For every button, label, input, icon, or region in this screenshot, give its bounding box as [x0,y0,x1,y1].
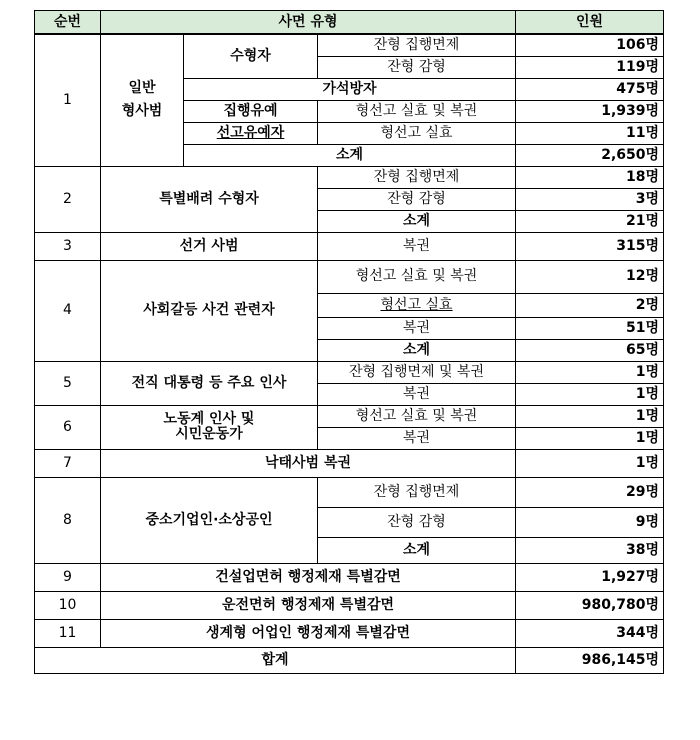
table-row [35,563,664,591]
pardon-count: 1,927명 [516,563,664,591]
row-no: 1 [35,34,101,166]
pardon-count: 29명 [516,477,664,507]
pardon-type: 잔형 집행면제 [318,477,516,507]
pardon-count: 51명 [516,317,664,339]
subtotal-label: 소계 [318,339,516,361]
subtotal-count: 65명 [516,339,664,361]
category-general-criminal: 일반 형사범 [101,34,184,166]
category-construction-license: 건설업면허 행정제재 특별감면 [101,563,516,591]
pardon-count: 18명 [516,166,664,188]
pardon-table-container [34,10,664,674]
total-row [35,647,664,673]
pardon-count: 1명 [516,361,664,383]
pardon-type: 형선고 실효 [318,122,516,144]
pardon-count: 1명 [516,449,664,477]
header-count: 인원 [516,11,664,35]
pardon-count: 1명 [516,405,664,427]
table-row [35,477,664,507]
table-row [35,361,664,383]
category-former-president: 전직 대통령 등 주요 인사 [101,361,318,405]
pardon-count: 1명 [516,427,664,449]
subcategory-suspended: 집행유예 [184,100,318,122]
total-label: 합계 [35,647,516,673]
row-no: 5 [35,361,101,405]
pardon-count: 980,780명 [516,591,664,619]
pardon-type: 잔형 감형 [318,56,516,78]
pardon-table [34,10,664,674]
pardon-count: 9명 [516,507,664,537]
header-type: 사면 유형 [101,11,516,35]
category-election: 선거 사범 [101,232,318,260]
table-row [35,260,664,293]
category-social-conflict: 사회갈등 사건 관련자 [101,260,318,361]
table-row [35,34,664,56]
table-row [35,619,664,647]
pardon-count: 344명 [516,619,664,647]
row-no: 11 [35,619,101,647]
pardon-type: 복권 [318,317,516,339]
row-no: 7 [35,449,101,477]
total-count: 986,145명 [516,647,664,673]
pardon-count: 12명 [516,260,664,293]
pardon-type: 형선고 실효 및 복권 [318,405,516,427]
pardon-count: 119명 [516,56,664,78]
subcategory-prisoner: 수형자 [184,34,318,78]
header-no: 순번 [35,11,101,35]
row-no: 9 [35,563,101,591]
table-row [35,166,664,188]
row-no: 2 [35,166,101,232]
subtotal-label: 소계 [318,537,516,563]
pardon-type: 복권 [318,232,516,260]
pardon-type: 가석방자 [184,78,516,100]
header-row [35,11,664,35]
row-no: 3 [35,232,101,260]
table-row [35,405,664,427]
subtotal-count: 2,650명 [516,144,664,166]
pardon-type: 형선고 실효 [318,293,516,317]
pardon-count: 475명 [516,78,664,100]
table-row [35,232,664,260]
pardon-type: 복권 [318,383,516,405]
subtotal-count: 38명 [516,537,664,563]
category-abortion: 낙태사범 복권 [101,449,516,477]
table-row [35,449,664,477]
category-fisherman: 생계형 어업인 행정제재 특별감면 [101,619,516,647]
category-small-business: 중소기업인·소상공인 [101,477,318,563]
subcategory-deferred: 선고유예자 [184,122,318,144]
pardon-count: 1명 [516,383,664,405]
pardon-type: 잔형 집행면제 [318,34,516,56]
pardon-type: 잔형 집행면제 [318,166,516,188]
category-driver-license: 운전면허 행정제재 특별감면 [101,591,516,619]
pardon-count: 1,939명 [516,100,664,122]
pardon-type: 형선고 실효 및 복권 [318,100,516,122]
pardon-type: 잔형 감형 [318,188,516,210]
subtotal-label: 소계 [184,144,516,166]
pardon-type: 형선고 실효 및 복권 [318,260,516,293]
row-no: 6 [35,405,101,449]
subtotal-label: 소계 [318,210,516,232]
row-no: 4 [35,260,101,361]
pardon-type: 잔형 집행면제 및 복권 [318,361,516,383]
pardon-count: 106명 [516,34,664,56]
pardon-type: 잔형 감형 [318,507,516,537]
pardon-count: 3명 [516,188,664,210]
pardon-count: 11명 [516,122,664,144]
table-row [35,591,664,619]
category-labor-activist: 노동계 인사 및 시민운동가 [101,405,318,449]
category-special-prisoner: 특별배려 수형자 [101,166,318,232]
pardon-type: 복권 [318,427,516,449]
subtotal-count: 21명 [516,210,664,232]
pardon-count: 315명 [516,232,664,260]
pardon-count: 2명 [516,293,664,317]
row-no: 8 [35,477,101,563]
row-no: 10 [35,591,101,619]
